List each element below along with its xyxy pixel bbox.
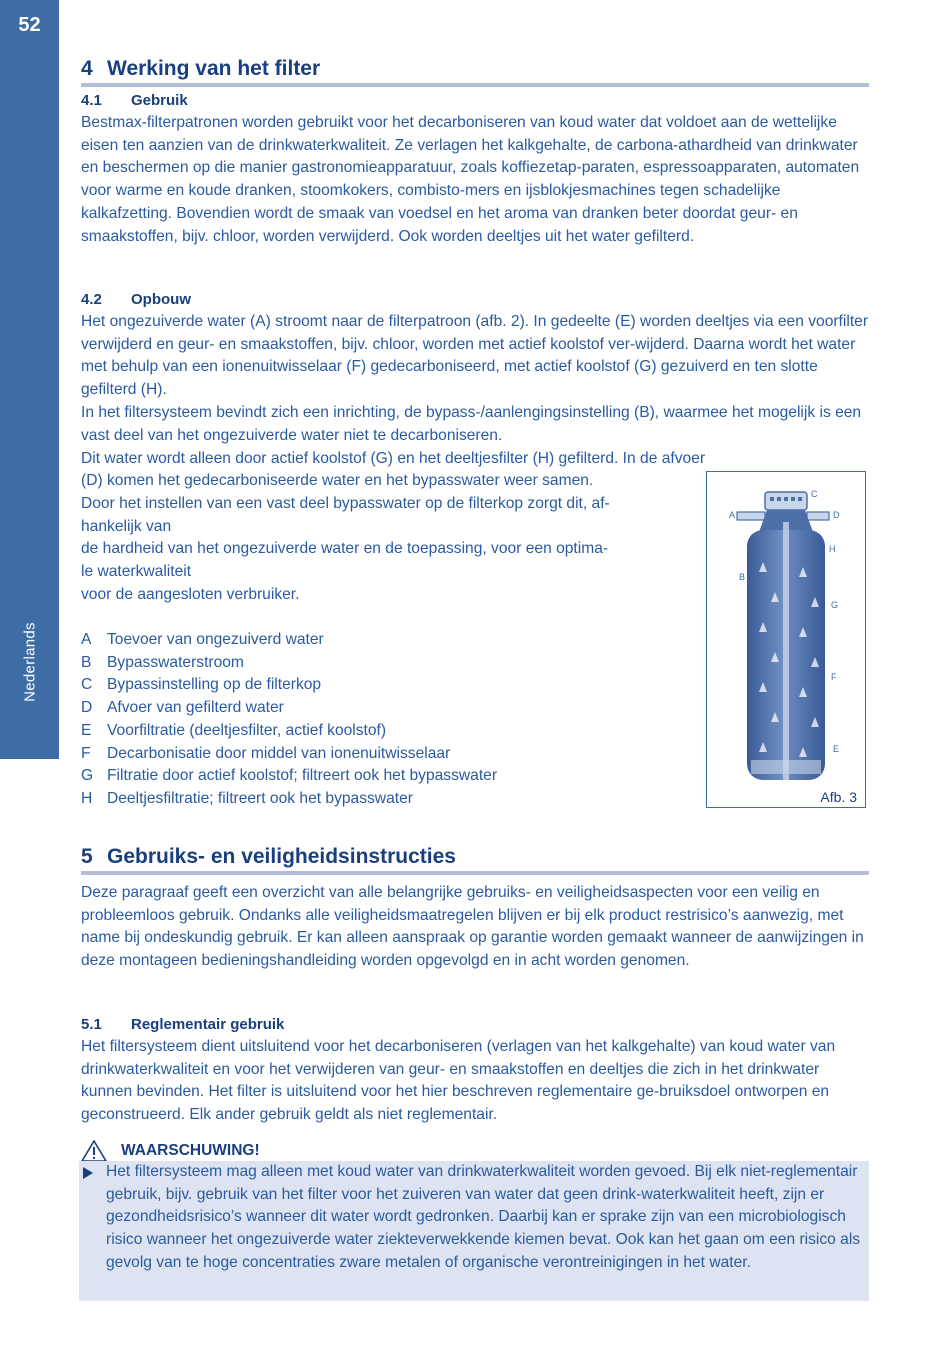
legend-item: D Afvoer van gefilterd water xyxy=(81,699,284,717)
legend-item: C Bypassinstelling op de filterkop xyxy=(81,676,322,694)
figure-legend-list xyxy=(81,629,497,811)
subsection-title: Reglementair gebruik xyxy=(131,1016,285,1033)
section-5-heading xyxy=(81,845,869,875)
warning-box xyxy=(79,1161,869,1301)
subsection-4-2-heading xyxy=(81,291,191,308)
legend-item: B Bypasswaterstroom xyxy=(81,653,244,671)
subsection-title: Gebruik xyxy=(131,92,188,109)
language-sidebar xyxy=(0,0,59,759)
page-number: 52 xyxy=(18,14,41,36)
warning-text: Het filtersysteem mag alleen met koud water van drinkwaterkwaliteit worden gevoed. Bij elk niet-reglementair gebruik, bijv. gebruik van het filter voor het zuiveren van water dat geen drink-waterkwaliteit heeft, zijn er gezondheidsrisico’s wanneer dit water wordt gedronken. Daarbij kan er sprake zijn van een microbiologisch risico wanneer het ongezuiverde water ziekteverwekkende kiemen bevat. Ook kan het gaan om een risico als gevolg van te hoge concentraties zware metalen of organische verontreinigingen in het water. xyxy=(106,1163,861,1271)
filter-cartridge-figure xyxy=(706,471,866,808)
subsection-number: 5.1 xyxy=(81,1016,102,1033)
subsection-number: 4.1 xyxy=(81,92,102,109)
section-4-heading xyxy=(81,57,869,87)
figure-label-f: F xyxy=(831,672,837,682)
subsection-4-1-text: Bestmax-filterpatronen worden gebruikt voor het decarboniseren van koud water dat voldoet aan de wettelijke eisen ten aanzien van de drinkwaterkwaliteit. Ze verlagen het kalkgehalte, de carbona-athardheid van drinkwater en beschermen op die manier gastronomieapparatuur, zoals koffiezetap-paraten, espressoapparaten, automaten voor warme en koude dranken, stoomkokers, combisto-mers en ijsblokjesmachines tegen schadelijke kalkafzetting. Bovendien wordt de smaak van voedsel en het aroma van dranken beter doordat geur- en smaakstoffen, bijv. chloor, worden verwijderd. Ook worden deeltjes uit het water gefilterd. xyxy=(81,114,860,245)
subsection-number: 4.2 xyxy=(81,291,102,308)
figure-label-c: C xyxy=(811,489,818,499)
subsection-4-2-paragraph-9: voor de aangesloten verbruiker. xyxy=(81,586,300,603)
subsection-4-2-paragraph-6: hankelijk van xyxy=(81,518,172,535)
figure-label-b: B xyxy=(739,572,746,582)
subsection-4-1-heading xyxy=(81,92,188,109)
figure-label-a: A xyxy=(729,510,736,520)
subsection-title: Opbouw xyxy=(131,291,191,308)
warning-title: WAARSCHUWING! xyxy=(121,1142,260,1159)
warning-triangle-icon xyxy=(81,1140,107,1162)
subsection-4-2-paragraph-2: In het filtersysteem bevindt zich een inrichting, de bypass-/aanlengingsinstelling (B), waarmee het mogelijk is een vast deel van het ongezuiverde water niet te decarboniseren. xyxy=(81,404,862,444)
section-title: Gebruiks- en veiligheidsinstructies xyxy=(107,845,456,868)
legend-item: F Decarbonisatie door middel van ionenuitwisselaar xyxy=(81,744,451,762)
subsection-4-2-paragraph-4: (D) komen het gedecarboniseerde water en het bypasswater weer samen. xyxy=(81,472,594,489)
legend-item: G Filtratie door actief koolstof; filtreert ook het bypasswater xyxy=(81,767,498,785)
language-tab-label: Nederlands xyxy=(21,622,39,702)
subsection-4-2-paragraph-8: le waterkwaliteit xyxy=(81,563,192,580)
section-5-intro: Deze paragraaf geeft een overzicht van alle belangrijke gebruiks- en veiligheidsaspecten voor een veilig en probleemloos gebruik. Ondanks alle veiligheidsmaatregelen blijven er bij elk product restrisico’s aanwezig, met name bij ondeskundig gebruik. Er kan alleen aanspraak op garantie worden gemaakt wanneer de aanwijzingen in deze montageen bedieningshandleiding worden opgevolgd en in acht worden genomen. xyxy=(81,884,864,970)
warning-heading xyxy=(81,1140,260,1162)
section-number: 5 xyxy=(81,845,93,868)
legend-item: E Voorfiltratie (deeltjesfilter, actief koolstof) xyxy=(81,721,387,739)
bullet-arrow-icon xyxy=(83,1167,93,1179)
subsection-5-1-heading xyxy=(81,1016,284,1033)
figure-label-d: D xyxy=(833,510,840,520)
legend-item: A Toevoer van ongezuiverd water xyxy=(81,631,324,648)
figure-caption: Afb. 3 xyxy=(820,789,857,805)
section-number: 4 xyxy=(81,57,93,80)
figure-label-g: G xyxy=(831,600,839,610)
subsection-5-1-text: Het filtersysteem dient uitsluitend voor het decarboniseren (verlagen van het kalkgehalte) van koud water van drinkwaterkwaliteit en voor het verwijderen van geur- en smaakstoffen en deeltjes die zich in het drinkwater kunnen bevinden. Het filter is uitsluitend voor het hier beschreven reglementaire ge-bruiksdoel ontworpen en geconstrueerd. Elk ander gebruik geldt als niet reglementair. xyxy=(81,1038,836,1124)
figure-label-h: H xyxy=(829,544,836,554)
section-title: Werking van het filter xyxy=(107,57,321,80)
subsection-4-2-paragraph-1: Het ongezuiverde water (A) stroomt naar de filterpatroon (afb. 2). In gedeelte (E) worden deeltjes via een voorfilter verwijderd en geur- en smaakstoffen, bijv. chloor, worden met actief koolstof ver-wijderd. Daarna wordt het water met behulp van een ionenuitwisselaar (F) gedecarboniseerd, met actief koolstof (G) gezuiverd en ten slotte gefilterd (H). xyxy=(81,313,869,399)
legend-item: H Deeltjesfiltratie; filtreert ook het bypasswater xyxy=(81,789,413,807)
filter-cartridge-illustration xyxy=(707,472,864,806)
subsection-4-2-paragraph-7: de hardheid van het ongezuiverde water en de toepassing, voor een optima- xyxy=(81,540,609,557)
subsection-4-2-paragraph-3: Dit water wordt alleen door actief koolstof (G) en het deeltjesfilter (H) gefilterd. In de afvoer xyxy=(81,450,706,467)
subsection-4-2-paragraph-5: Door het instellen van een vast deel bypasswater op de filterkop zorgt dit, af- xyxy=(81,495,610,512)
figure-label-e: E xyxy=(833,744,840,754)
